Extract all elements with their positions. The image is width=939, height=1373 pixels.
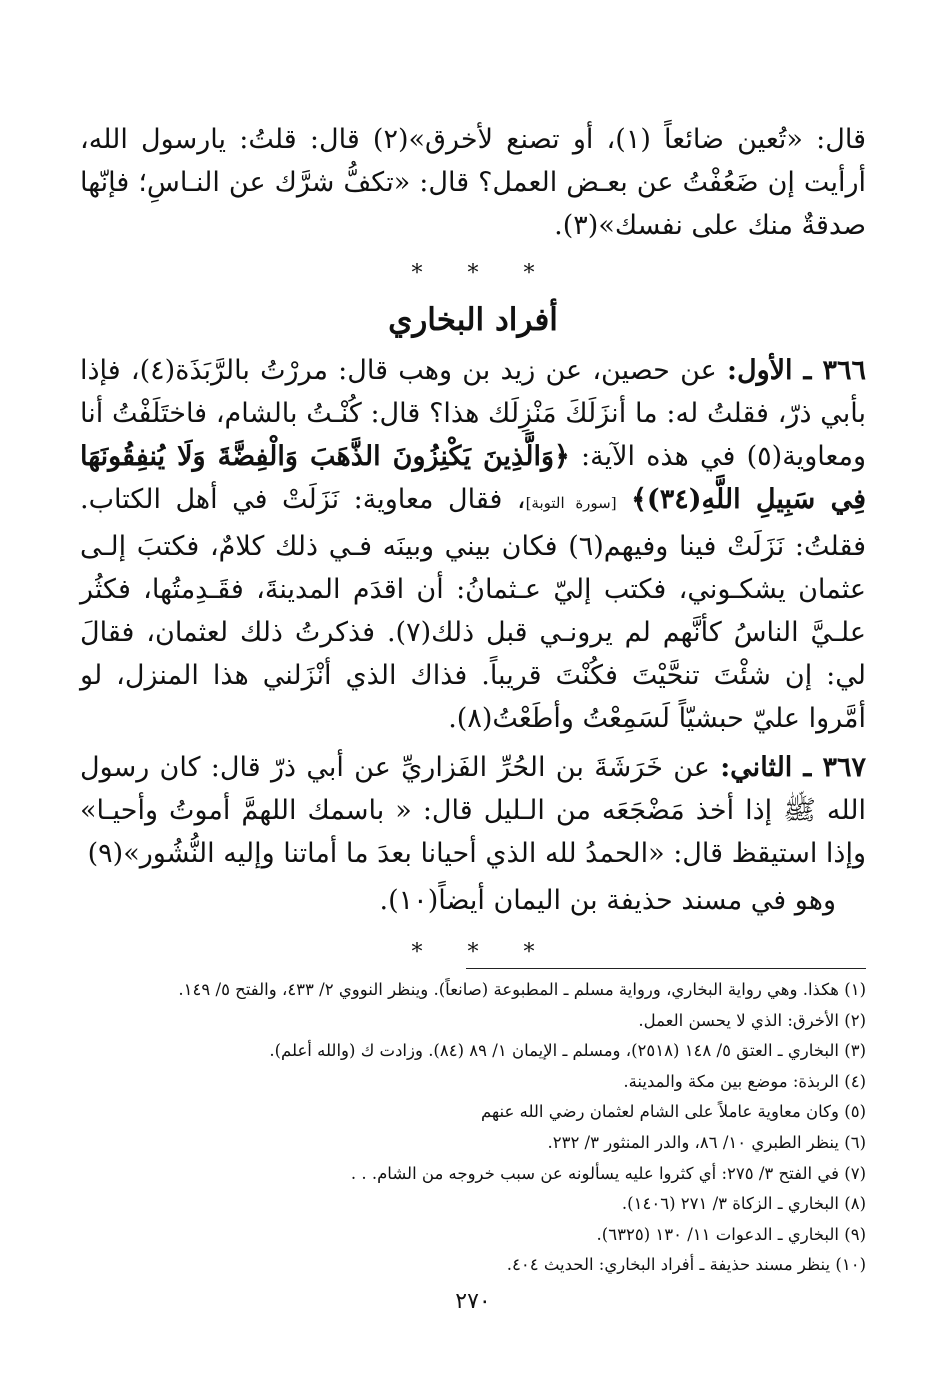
- footnote: (١٠) ينظر مسند حذيفة ـ أفراد البخاري: الحديث ٤٠٤.: [506, 1255, 866, 1275]
- footnote: (٩) البخاري ـ الدعوات ١١/ ١٣٠ (٦٣٢٥).: [596, 1224, 866, 1244]
- star-glyph: *: [411, 940, 423, 965]
- hadith-366: [80, 349, 866, 740]
- surah-reference: [سورة التوبة]: [525, 494, 617, 512]
- page-body: [80, 118, 866, 1314]
- star-glyph: *: [523, 261, 535, 286]
- footnote-divider: [466, 968, 866, 969]
- star-glyph: *: [467, 261, 479, 286]
- hadith-366-text-after: ، فقال معاوية: نَزَلَتْ في أهل الكتاب. فقلتُ: نَزَلَتْ فينا وفيهم(٦) فكان بيني وبينَه فـي ذلك كلامٌ، فكتبَ إلـى عثمان يشكـوني، فكتب إليّ عـثمانُ: أن اقدَم المدينةَ، فقَـدِمتُها، فكثُر علـيَّ الناسُ كأنَّهم لم يرونـي قبل ذلك(٧). فذكرتُ ذلك لعثمان، فقالَ لي: إن شئْتَ تنحَّيْتَ فكُنْتَ قريباً. فذاك الذي أنْزَلني هذا المنزل، لو أمَّروا عليّ حبشيّاً لَسَمِعْتُ وأطَعْتُ(٨).: [80, 484, 867, 734]
- closing-line: وهو في مسند حذيفة بن اليمان أيضاً(١٠).: [379, 885, 836, 916]
- hadith-366-number: ٣٦٦ ـ الأول:: [726, 355, 867, 386]
- footnote: (٧) في الفتح ٣/ ٢٧٥: أي كثروا عليه يسألونه عن سبب خروجه من الشام. . .: [350, 1163, 866, 1183]
- separator-stars-top: [80, 261, 866, 293]
- star-glyph: *: [467, 940, 479, 965]
- footnote: (٣) البخاري ـ العتق ٥/ ١٤٨ (٢٥١٨)، ومسلم ـ الإيمان ١/ ٨٩ (٨٤). وزادت ك (والله أعلم).: [269, 1041, 866, 1061]
- footnote: (٤) الربذة: موضع بين مكة والمدينة.: [623, 1071, 866, 1091]
- footnote: (٢) الأخرق: الذي لا يحسن العمل.: [638, 1010, 866, 1030]
- hadith-367: [80, 746, 866, 875]
- footnotes: [80, 975, 866, 1281]
- section-heading: أفراد البخاري: [388, 302, 558, 338]
- page-number: ٢٧٠: [455, 1288, 491, 1314]
- hadith-366-text-before: عن حصين، عن زيد بن وهب قال: مررْتُ بالرَّبَذَة(٤)، فإذا بأبي ذرّ، فقلتُ له: ما أنزَلَكَ مَنْزِلَك هذا؟ قال: كُنْـتُ بالشام، فاختَلَفْتُ أنا ومعاوية(٥) في هذه الآية:: [80, 355, 866, 472]
- footnote: (٥) وكان معاوية عاملاً على الشام لعثمان رضي الله عنهم: [480, 1102, 866, 1122]
- star-glyph: *: [523, 940, 535, 965]
- hadith-367-number: ٣٦٧ ـ الثاني:: [720, 752, 866, 783]
- footnote: (٦) ينظر الطبري ١٠/ ٨٦، والدر المنثور ٣/ ٢٣٢.: [547, 1132, 866, 1152]
- footnote: (٨) البخاري ـ الزكاة ٣/ ٢٧١ (١٤٠٦).: [621, 1194, 866, 1214]
- footnote: (١) هكذا. وهي رواية البخاري، ورواية مسلم ـ المطبوعة (صانعاً). وينظر النووي ٢/ ٤٣٣، والفتح ٥/ ١٤٩.: [178, 980, 866, 999]
- quran-verse: ﴿وَالَّذِينَ يَكْنِزُونَ الذَّهَبَ وَالْفِضَّةَ وَلَا يُنفِقُونَهَا فِي سَبِيلِ اللَّهِ(٣٤)﴾: [80, 441, 866, 515]
- hadith-367-text: عن خَرَشَةَ بن الحُرِّ الفَزاريِّ عن أبي ذرّ قال: كان رسول الله ﷺ إذا أخذ مَضْجَعَه من الـليل قال: « باسمك اللهمَّ أموتُ وأحيـا» وإذا استيقظ قال: «الحمدُ لله الذي أحيانا بعدَ ما أماتنا وإليه النُّشُور»(٩): [80, 752, 866, 869]
- separator-stars-bottom: [80, 940, 866, 968]
- intro-paragraph: قال: «تُعين ضائعاً (١)، أو تصنع لأخرق»(٢) قال: قلتُ: يارسول الله، أرأيت إن ضَعُفْتُ عن بعـض العمل؟ قال: «تكفُّ شرَّك عن النـاسِ؛ فإنّها صدقةٌ منك على نفسك»(٣).: [80, 124, 867, 241]
- star-glyph: *: [411, 261, 423, 286]
